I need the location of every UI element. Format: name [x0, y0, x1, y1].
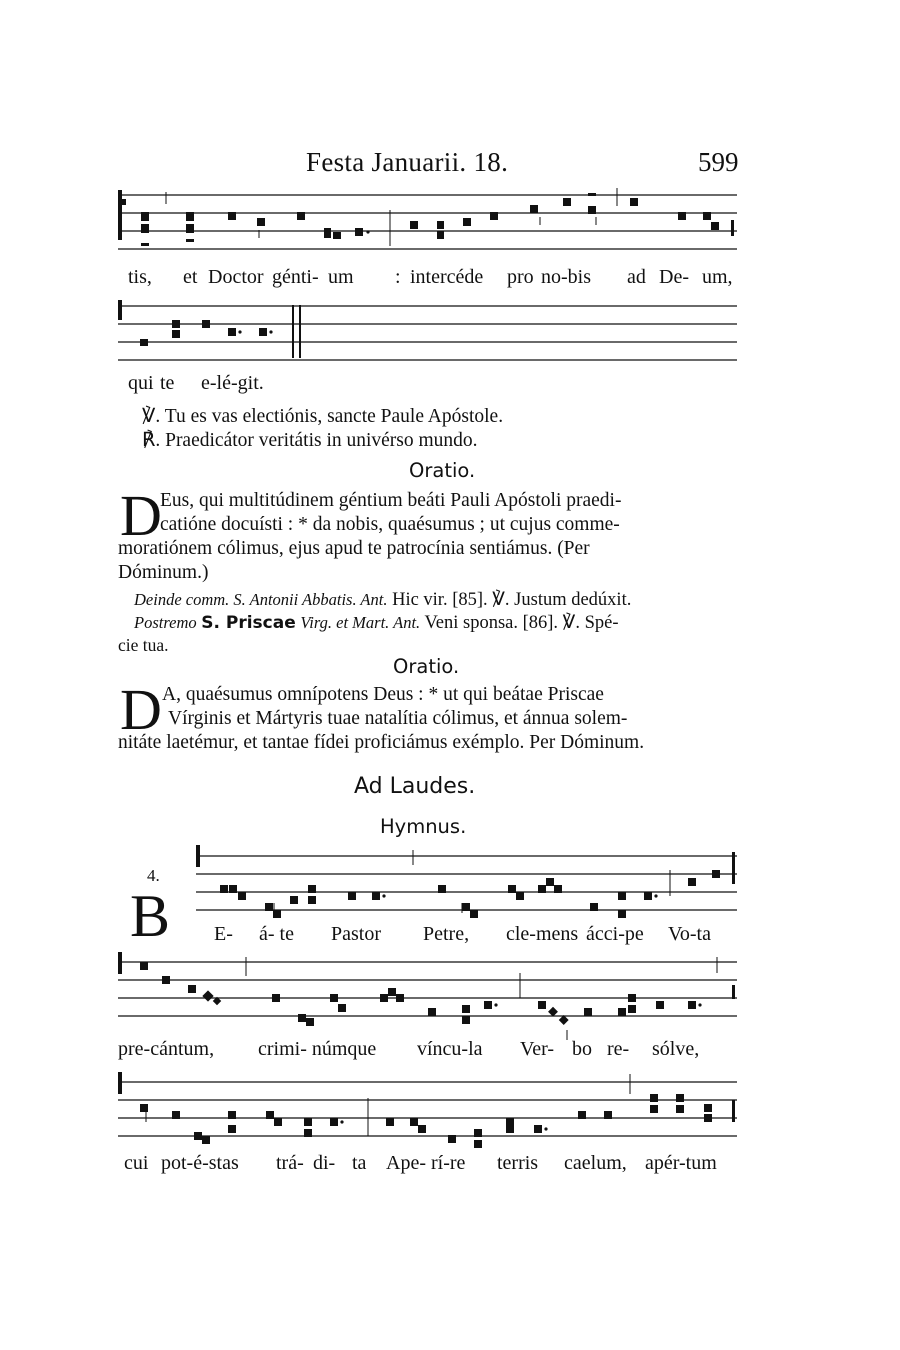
- oratio-heading: Oratio.: [393, 655, 460, 678]
- syllable: ácci-pe: [586, 923, 644, 945]
- syllable: Petre,: [423, 923, 470, 945]
- reference: Veni sponsa. [86]. ℣. Spé-: [424, 613, 619, 633]
- hymn-initial: B: [130, 883, 171, 949]
- reference: Hic vir. [85]. ℣. Justum dedúxit.: [392, 590, 632, 610]
- syllable: um: [328, 266, 354, 288]
- syllable: ad: [627, 266, 646, 288]
- syllable: á- te: [259, 923, 294, 945]
- response-text: Praedicátor veritátis in univérso mundo.: [165, 430, 478, 451]
- syllable: pot-é-stas: [161, 1152, 239, 1174]
- commemoration-line-3: cie tua.: [118, 635, 169, 655]
- paragraph-line: Dóminum.): [118, 562, 209, 583]
- syllable: ta: [352, 1152, 367, 1174]
- paragraph-line: catióne docuísti : * da nobis, quaésumus ; ut cujus comme-: [160, 514, 620, 535]
- syllable: cui: [124, 1152, 149, 1174]
- paragraph-line: moratiónem cólimus, ejus apud te patrocínia sentiámus. (Per: [118, 538, 590, 559]
- versicle-text: Tu es vas electiónis, sancte Paule Apóstole.: [164, 406, 504, 427]
- syllable: tis,: [128, 266, 152, 288]
- syllable: cle-mens: [506, 923, 579, 945]
- hymn-mode-number: 4.: [147, 866, 160, 885]
- drop-cap-initial: D: [120, 677, 162, 742]
- syllable: rí-re: [431, 1152, 466, 1174]
- syllable: um,: [702, 266, 733, 288]
- syllable: et: [183, 266, 198, 288]
- drop-cap-initial: D: [120, 483, 162, 548]
- syllable: no-bis: [541, 266, 591, 288]
- versicle-symbol: ℣.: [142, 406, 161, 427]
- rubric: Deinde comm. S. Antonii Abbatis. Ant.: [134, 590, 388, 609]
- saint-name: S. Priscae: [201, 613, 296, 633]
- syllable: pre-cántum,: [118, 1038, 215, 1060]
- syllable: caelum,: [564, 1152, 627, 1174]
- paragraph-line: nitáte laetémur, et tantae fídei proficiámus exémplo. Per Dóminum.: [118, 732, 645, 753]
- section-heading: Ad Laudes.: [354, 774, 476, 799]
- syllable: trá-: [276, 1152, 304, 1174]
- syllable: sólve,: [652, 1038, 700, 1060]
- syllable: re-: [607, 1038, 630, 1060]
- syllable: E-: [214, 923, 233, 945]
- paragraph-line: Eus, qui multitúdinem géntium beáti Pauli Apóstoli praedi-: [160, 490, 622, 511]
- syllable: intercéde: [410, 266, 484, 288]
- syllable: Ver-: [520, 1038, 555, 1060]
- rubric: Postremo: [134, 613, 197, 632]
- page-header-title: Festa Januarii. 18.: [306, 147, 509, 177]
- page-number: 599: [698, 147, 739, 177]
- syllable: Vo-ta: [668, 923, 711, 945]
- syllable: qui: [128, 372, 154, 394]
- syllable: apér-tum: [645, 1152, 717, 1174]
- hymn-heading: Hymnus.: [380, 815, 467, 838]
- syllable: génti-: [272, 266, 319, 288]
- syllable: víncu-la: [417, 1038, 483, 1060]
- syllable: bo: [572, 1038, 592, 1060]
- syllable: terris: [497, 1152, 539, 1174]
- paragraph-line: Vírginis et Mártyris tuae natalítia cólimus, et ánnua solem-: [168, 708, 628, 729]
- response-symbol: ℟.: [142, 430, 161, 451]
- oratio-heading: Oratio.: [409, 459, 476, 482]
- syllable: :: [395, 266, 401, 288]
- paragraph-line: A, quaésumus omnípotens Deus : * ut qui beátae Priscae: [162, 684, 604, 705]
- rubric: Virg. et Mart. Ant.: [300, 613, 421, 632]
- syllable: Pastor: [331, 923, 381, 945]
- syllable: crimi- númque: [258, 1038, 377, 1060]
- syllable: Ape-: [386, 1152, 426, 1174]
- syllable: di-: [313, 1152, 336, 1174]
- syllable: pro: [507, 266, 534, 288]
- syllable: Doctor: [208, 266, 264, 288]
- hymn-lyrics-3: [124, 1152, 736, 1178]
- syllable: e-lé-git.: [201, 372, 264, 394]
- syllable: De-: [659, 266, 689, 288]
- syllable: te: [160, 372, 175, 394]
